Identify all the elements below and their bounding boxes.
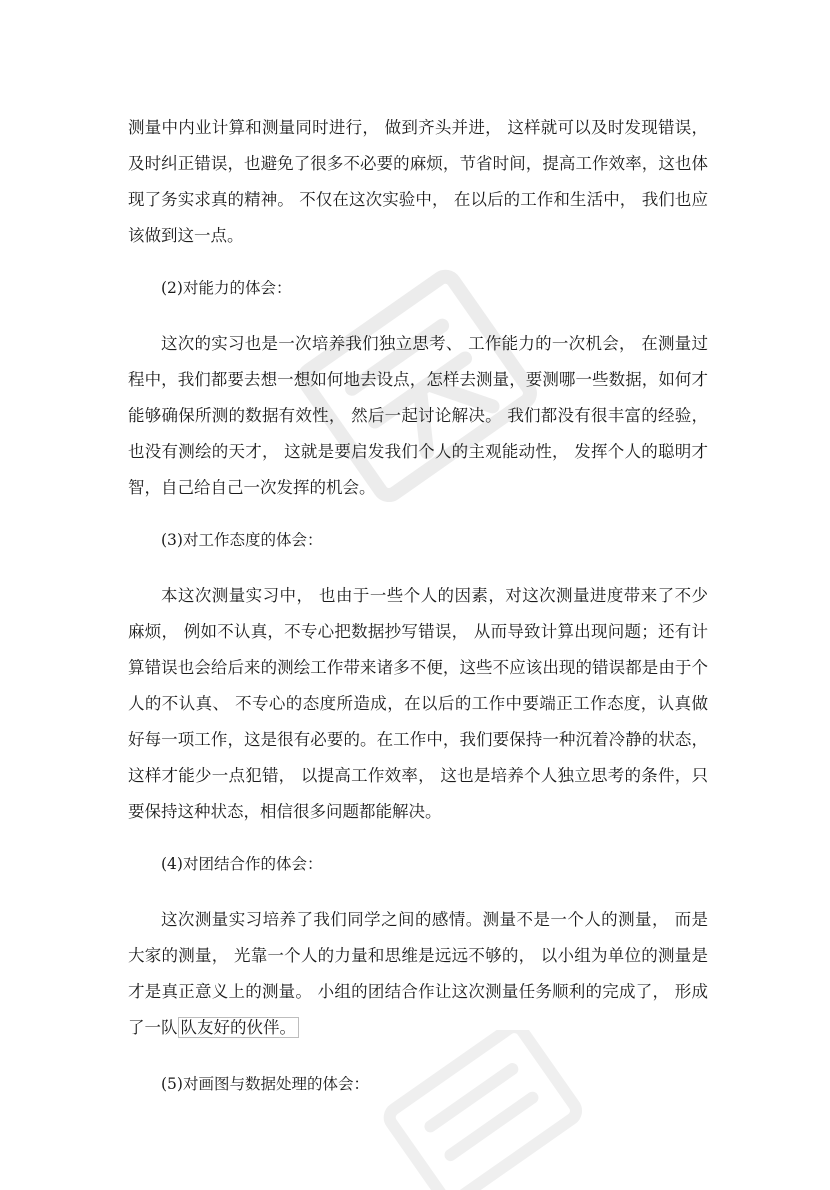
highlighted-text-box: 队友好的伙伴。 [178,1017,300,1038]
paragraph-4 [128,902,708,1046]
paragraph-2: 这次的实习也是一次培养我们独立思考、 工作能力的一次机会， 在测量过程中，我们都要去想一想如何地去设点，怎样去测量，要测哪一些数据，如何才能够确保所测的数据有效性， 然后一起讨论解决。 我们都没有很丰富的经验， 也没有测绘的天才， 这就是要启发我们个人的主观能动性， 发挥个人的聪明才智，自己给自己一次发挥的机会。 [128,334,708,497]
paragraph-3: 本这次测量实习中， 也由于一些个人的因素，对这次测量进度带来了不少麻烦， 例如不认真，不专心把数据抄写错误， 从而导致计算出现问题；还有计算错误也会给后来的测绘工作带来诸多不便，这些不应该出现的错误都是由于个人的不认真、 不专心的态度所造成，在以后的工作中要端正工作态度，认真做好每一项工作，这是很有必要的。在工作中，我们要保持一种沉着冷静的状态，这样才能少一点犯错， 以提高工作效率， 这也是培养个人独立思考的条件，只要保持这种状态，相信很多问题都能解决。 [128,586,708,821]
paragraph-1: 测量中内业计算和测量同时进行， 做到齐头并进， 这样就可以及时发现错误， 及时纠正错误，也避免了很多不必要的麻烦，节省时间，提高工作效率，这也体现了务实求真的精神。 不仅在这次实验中， 在以后的工作和生活中， 我们也应该做到这一点。 [128,118,708,245]
section-heading-2: (2)对能力的体会： [161,279,292,297]
paragraph-4-text: 这次测量实习培养了我们同学之间的感情。测量不是一个人的测量， 而是大家的测量， 光靠一个人的力量和思维是远远不够的， 以小组为单位的测量是才是真正意义上的测量。 小组的团结合作让这次测量任务顺利的完成了， 形成了一队 [128,910,708,1037]
section-heading-5: (5)对画图与数据处理的体会： [161,1075,369,1093]
section-heading-3: (3)对工作态度的体会： [161,531,323,549]
document-body [128,110,708,1102]
section-heading-4: (4)对团结合作的体会： [161,855,323,873]
